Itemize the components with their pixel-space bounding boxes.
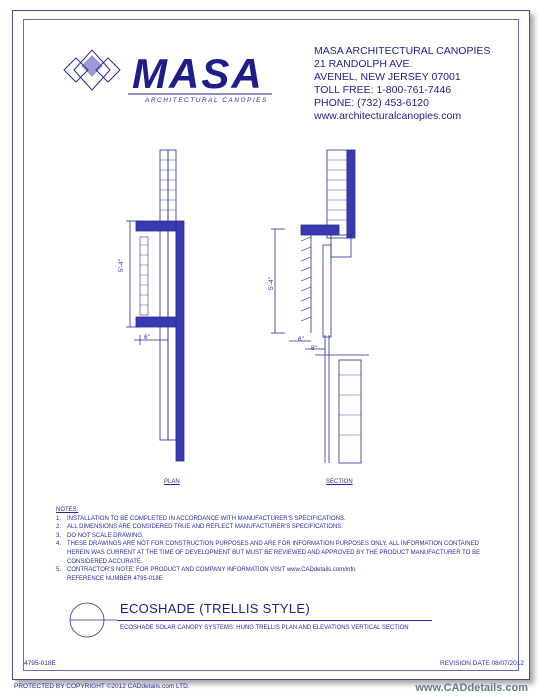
caddetails-watermark: www.CADdetails.com — [415, 682, 528, 694]
revision-date: REVISION DATE 08/07/2012 — [439, 660, 524, 667]
notes-heading: NOTES: — [56, 507, 79, 513]
plan-offset-dimension: 6" — [144, 334, 150, 341]
note-reference: REFERENCE NUMBER 4795-018E — [67, 575, 163, 582]
section-height-dimension: 5'-4" — [268, 277, 275, 290]
plan-height-dimension: 5'-4" — [118, 259, 125, 272]
note-item: 4. THESE DRAWINGS ARE NOT FOR CONSTRUCTION PURPOSES AND ARE FOR INFORMATION PURPOSES ONLY. ALL INFORMATION CONTAINED HEREIN WAS CURRENT AT THE TIME OF DEVELOPMENT BUT MUST BE REVIEWED AND APPROVED BY THE PRODUCT MANUFACTURER TO BE CONSIDERED ACCURATE. — [56, 541, 481, 565]
title-underline — [117, 620, 432, 621]
drawing-number: 4795-018E — [24, 660, 56, 667]
note-item: 2. ALL DIMENSIONS ARE CONSIDERED TRUE AND REFLECT MANUFACTURER'S SPECIFICATIONS. — [56, 524, 343, 531]
section-offset-a-dimension: 6" — [298, 336, 304, 343]
note-item: 3. DO NOT SCALE DRAWING. — [56, 532, 144, 539]
company-phone: PHONE: (732) 453-6120 — [314, 97, 429, 109]
note-item: 1. INSTALLATION TO BE COMPLETED IN ACCORDANCE WITH MANUFACTURER'S SPECIFICATIONS. — [56, 515, 346, 522]
plan-drawing — [110, 145, 230, 475]
title-symbol — [57, 600, 117, 640]
company-info — [314, 45, 490, 123]
company-toll-free: TOLL FREE: 1-800-761-7446 — [314, 84, 452, 96]
notes-block — [56, 506, 496, 583]
section-label: SECTION — [326, 479, 353, 485]
company-address-2: AVENEL, NEW JERSEY 07001 — [314, 71, 461, 83]
plan-label: PLAN — [164, 479, 180, 485]
company-name: MASA ARCHITECTURAL CANOPIES — [314, 45, 491, 57]
drawing-subtitle: ECOSHADE SOLAR CANOPY SYSTEMS: HUNG TRELLIS PLAN AND ELEVATIONS VERTICAL SECTION — [120, 625, 409, 631]
section-drawing — [265, 145, 375, 475]
logo-emblem-icon — [64, 50, 120, 90]
logo-subtitle: ARCHITECTURAL CANOPIES — [145, 97, 268, 104]
company-address-1: 21 RANDOLPH AVE. — [314, 58, 413, 70]
section-offset-b-dimension: 8" — [311, 345, 317, 352]
copyright: PROTECTED BY COPYRIGHT ©2012 CADdetails.com LTD. — [14, 683, 190, 690]
drawing-title: ECOSHADE (TRELLIS STYLE) — [120, 601, 310, 616]
note-item: 5. CONTRACTOR'S NOTE: FOR PRODUCT AND COMPANY INFORMATION VISIT www.CADdetails.com/info — [56, 567, 356, 574]
logo-wordmark: MASA — [132, 50, 264, 97]
company-website: www.architecturalcanopies.com — [314, 110, 462, 122]
